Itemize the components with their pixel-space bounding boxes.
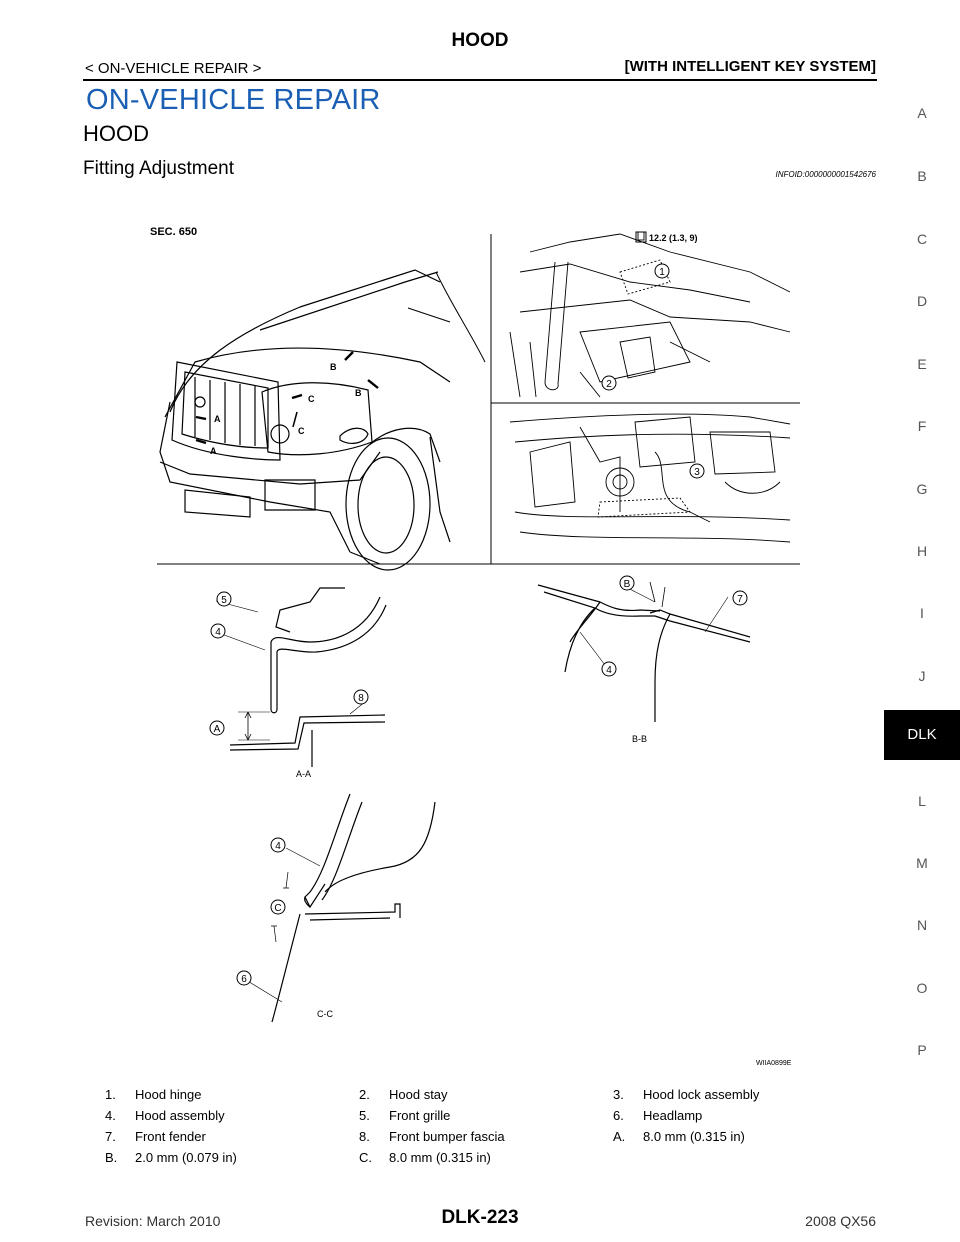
arrow-label-b: B [355, 388, 362, 398]
callout-1: 1 [659, 267, 665, 278]
section-label-aa: A-A [296, 769, 312, 779]
legend-row [105, 1129, 805, 1150]
legend-item: 2. Hood stay [359, 1087, 448, 1102]
legend-item: B. 2.0 mm (0.079 in) [105, 1150, 237, 1165]
callout-letter-a: A [213, 724, 221, 735]
legend-row [105, 1150, 805, 1171]
side-tab[interactable]: I [920, 605, 924, 621]
callout-3: 3 [694, 467, 700, 478]
side-tab[interactable]: E [917, 356, 927, 372]
legend-item: 7. Front fender [105, 1129, 206, 1144]
side-tab[interactable]: N [916, 917, 928, 933]
legend-item: A. 8.0 mm (0.315 in) [613, 1129, 745, 1144]
arrow-label-c: C [308, 394, 315, 404]
callout-4: 4 [215, 627, 221, 638]
side-tab[interactable]: L [918, 793, 926, 809]
legend-item: 8. Front bumper fascia [359, 1129, 505, 1144]
vehicle-letters [210, 362, 362, 456]
side-tab[interactable]: D [916, 293, 928, 309]
legend-item: 1. Hood hinge [105, 1087, 202, 1102]
legend-item: C. 8.0 mm (0.315 in) [359, 1150, 491, 1165]
side-tab[interactable]: F [917, 418, 927, 434]
page-header-title: HOOD [451, 30, 509, 51]
legend-row [105, 1108, 805, 1129]
footer-model: 2008 QX56 [805, 1213, 876, 1229]
sec-label: SEC. 650 [150, 226, 198, 238]
callout-2: 2 [606, 379, 612, 390]
legend-item: 3. Hood lock assembly [613, 1087, 760, 1102]
side-tab[interactable]: B [917, 168, 927, 184]
footer-page-number: DLK-223 [441, 1207, 519, 1228]
side-tab-active[interactable]: DLK [884, 710, 960, 760]
section-label-cc: C-C [317, 1009, 333, 1019]
hood-adjustment-figure [150, 212, 810, 1072]
side-tab[interactable]: G [916, 481, 928, 497]
vehicle-front-drawing [160, 270, 485, 570]
header-section-label: < ON-VEHICLE REPAIR > [85, 60, 262, 77]
torque-spec [636, 232, 698, 243]
side-tab[interactable]: H [916, 543, 928, 559]
side-tab[interactable]: P [917, 1042, 927, 1058]
hinge-stay-detail [510, 232, 790, 397]
callout-6: 6 [241, 974, 247, 985]
callout-4: 4 [275, 841, 281, 852]
side-tab[interactable]: O [916, 980, 928, 996]
section-labels [296, 734, 647, 1019]
section-title: ON-VEHICLE REPAIR [86, 84, 381, 116]
side-tab[interactable]: M [916, 855, 928, 871]
header-system-label: [WITH INTELLIGENT KEY SYSTEM] [624, 58, 876, 75]
arrow-label-a: A [214, 414, 221, 424]
header-rule [83, 79, 877, 81]
svg-text:12.2 (1.3, 9): 12.2 (1.3, 9) [649, 233, 698, 243]
arrow-label-a: A [210, 446, 217, 456]
section-bb-drawing [538, 582, 750, 722]
section-aa-drawing [213, 588, 386, 767]
hood-lock-detail [510, 414, 790, 542]
section-label-bb: B-B [632, 734, 648, 744]
callout-letter-b: B [623, 579, 631, 590]
callout-letter-c: C [274, 903, 282, 914]
legend-row [105, 1087, 805, 1108]
subtitle: HOOD [83, 121, 149, 146]
side-tab[interactable]: J [918, 668, 926, 684]
legend-item: 6. Headlamp [613, 1108, 703, 1123]
figure-code: WIIA0899E [756, 1060, 792, 1067]
callout-7: 7 [737, 594, 743, 605]
info-id: INFOID:0000000001542676 [775, 170, 876, 179]
callout-5: 5 [221, 595, 227, 606]
parts-legend [105, 1087, 805, 1171]
callout-4: 4 [606, 665, 612, 676]
legend-item: 5. Front grille [359, 1108, 451, 1123]
side-tab[interactable]: A [917, 105, 927, 121]
callout-8: 8 [358, 693, 364, 704]
callouts [210, 264, 747, 985]
arrow-label-c: C [298, 426, 305, 436]
side-tab[interactable]: C [916, 231, 928, 247]
subsubtitle: Fitting Adjustment [83, 158, 235, 179]
arrow-label-b: B [330, 362, 337, 372]
footer-revision: Revision: March 2010 [85, 1213, 221, 1229]
legend-item: 4. Hood assembly [105, 1108, 225, 1123]
